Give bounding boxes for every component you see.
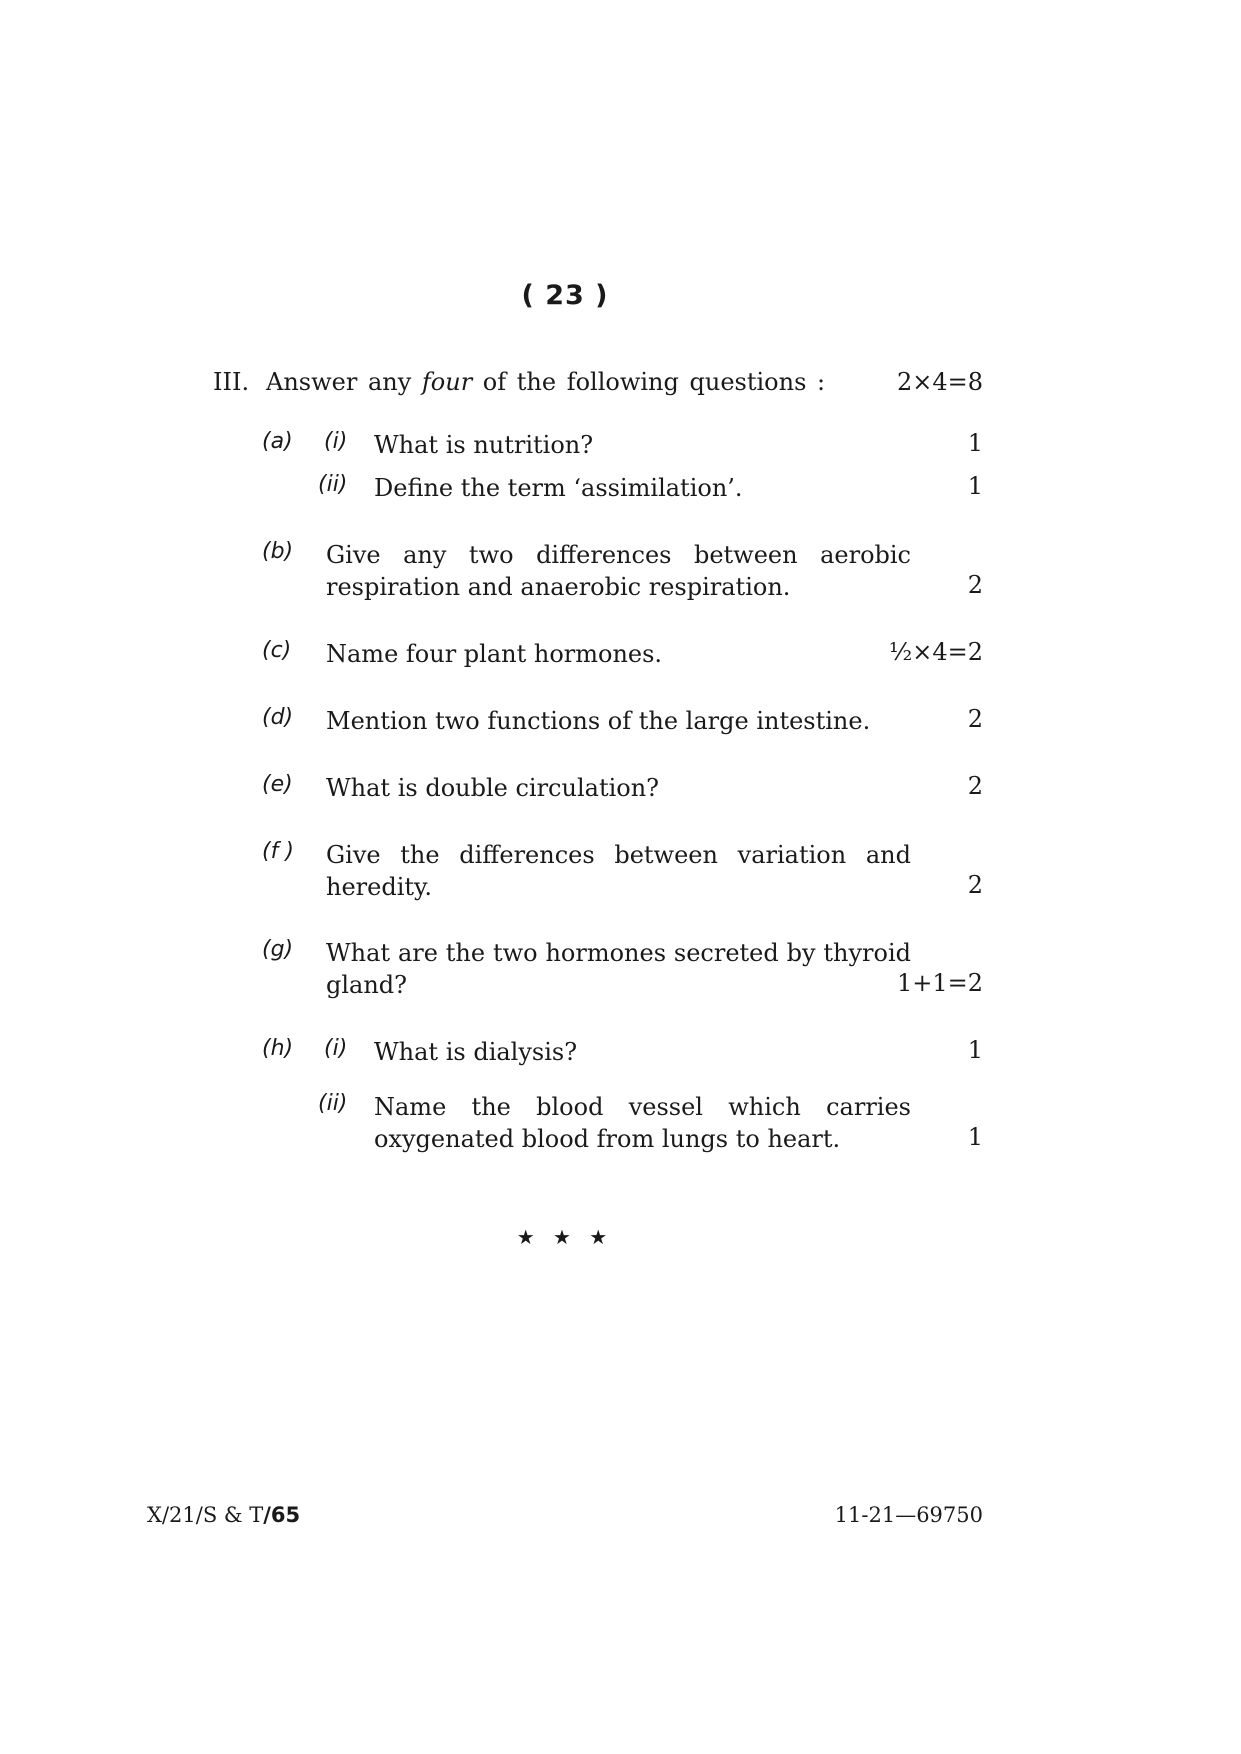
paper-code-suffix: /65 [263, 1503, 301, 1527]
question-marks: 1 [967, 472, 983, 500]
section-instruction [266, 368, 825, 396]
paper-code-prefix: X/21/S & T [147, 1503, 264, 1527]
question-text: Name the blood vessel which carries oxygenated blood from lungs to heart. [374, 1093, 911, 1153]
end-of-paper-stars: ★ ★ ★ [516, 1225, 614, 1249]
question-text: Mention two functions of the large intestine. [326, 707, 871, 735]
question-text: What are the two hormones secreted by thyroid gland? [326, 939, 911, 999]
question-label: (h) [262, 1036, 294, 1061]
question-label: (f ) [262, 839, 294, 864]
paper-code [147, 1503, 300, 1527]
question-marks: 1 [967, 1123, 983, 1151]
sub-question-label: (ii) [318, 472, 348, 497]
question-text: What is double circulation? [326, 774, 660, 802]
sub-question-label: (ii) [318, 1091, 348, 1116]
instruction-text-pre: Answer any [266, 368, 422, 396]
question-marks: 1 [967, 429, 983, 457]
question-label: (a) [262, 429, 293, 454]
question-text: Give the differences between variation and heredity. [326, 841, 911, 901]
question-marks: 2 [967, 705, 983, 733]
sub-question-label: (i) [324, 429, 348, 454]
question-label: (c) [262, 638, 292, 663]
question-marks: 2 [967, 571, 983, 599]
print-serial: 11-21—69750 [834, 1503, 983, 1527]
sub-question-label: (i) [324, 1036, 348, 1061]
question-label: (d) [262, 705, 294, 730]
question-label: (e) [262, 772, 293, 797]
question-label: (g) [262, 937, 294, 962]
question-marks: 2 [967, 871, 983, 899]
instruction-text-post: of the following questions : [472, 368, 826, 396]
question-text: Define the term ‘assimilation’. [374, 474, 743, 502]
section-number: III. [213, 368, 250, 396]
question-marks: ½×4=2 [888, 638, 983, 666]
question-text: Give any two differences between aerobic respiration and anaerobic respiration. [326, 541, 911, 601]
question-text: Name four plant hormones. [326, 640, 663, 668]
question-label: (b) [262, 539, 294, 564]
question-text: What is dialysis? [374, 1038, 578, 1066]
instruction-emphasis: four [421, 368, 473, 396]
question-marks: 1 [967, 1036, 983, 1064]
question-marks: 2 [967, 772, 983, 800]
question-marks: 1+1=2 [896, 969, 983, 997]
section-marks: 2×4=8 [896, 368, 983, 396]
page-number: ( 23 ) [521, 280, 609, 311]
question-text: What is nutrition? [374, 431, 594, 459]
